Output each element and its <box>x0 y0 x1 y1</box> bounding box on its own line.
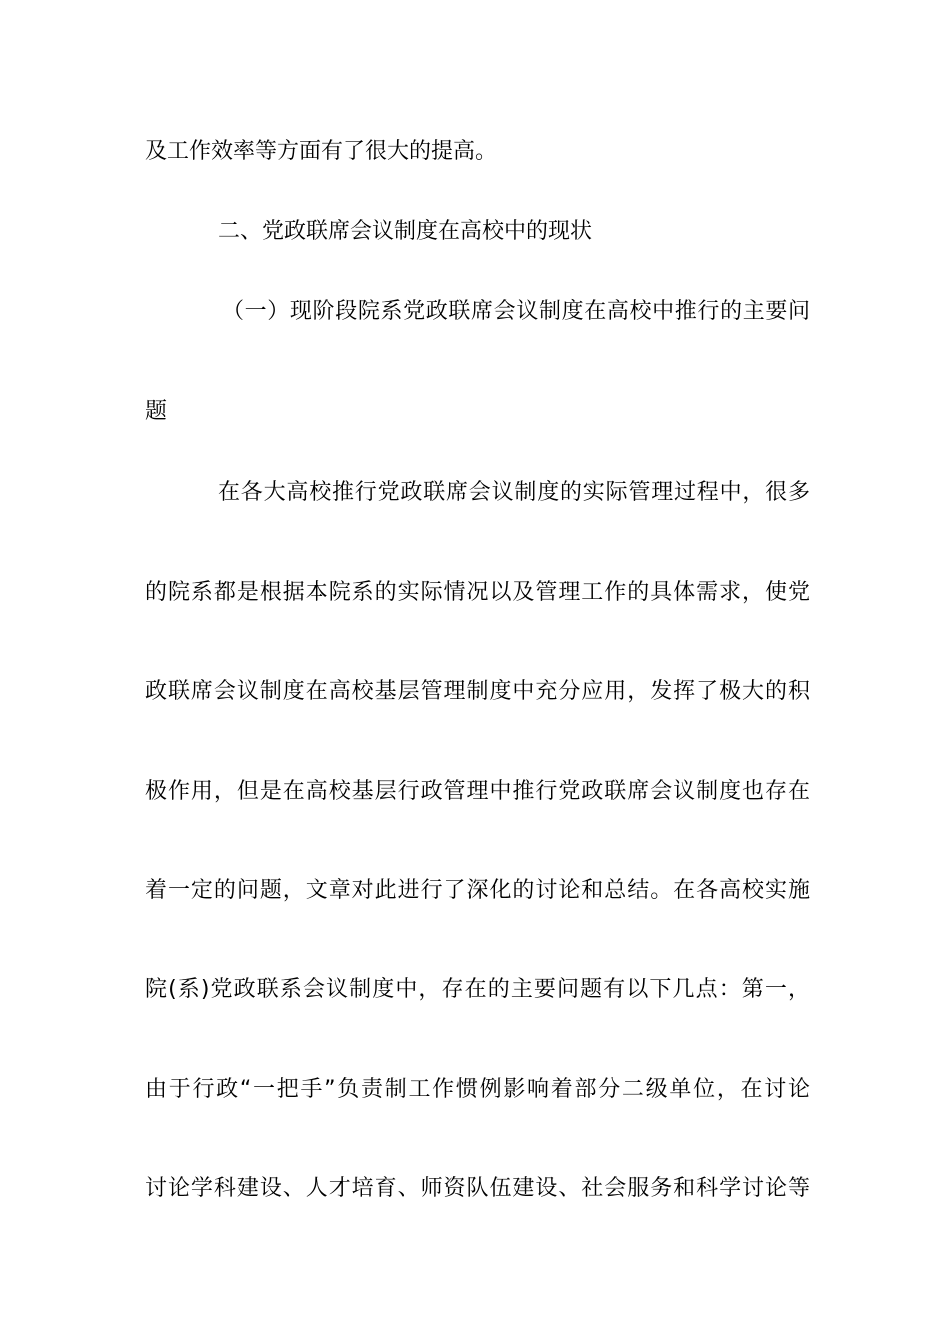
subsection-heading-continuation: 题 <box>145 399 168 424</box>
section-heading: 二、党政联席会议制度在高校中的现状 <box>218 219 593 244</box>
body-paragraph-line: 在各大高校推行党政联席会议制度的实际管理过程中，很多 <box>218 480 810 505</box>
paragraph-continuation-line: 及工作效率等方面有了很大的提高。 <box>145 139 498 164</box>
body-paragraph-line: 的院系都是根据本院系的实际情况以及管理工作的具体需求，使党 <box>145 580 810 605</box>
body-paragraph-line: 院(系)党政联系会议制度中，存在的主要问题有以下几点：第一， <box>145 977 810 1002</box>
body-paragraph-line: 由于行政“一把手”负责制工作惯例影响着部分二级单位，在讨论 <box>145 1077 810 1102</box>
subsection-heading: （一）现阶段院系党政联席会议制度在高校中推行的主要问 <box>222 299 810 324</box>
body-paragraph-line: 着一定的问题，文章对此进行了深化的讨论和总结。在各高校实施 <box>145 878 810 903</box>
body-paragraph-line: 极作用，但是在高校基层行政管理中推行党政联席会议制度也存在 <box>145 779 810 804</box>
body-paragraph-line: 政联席会议制度在高校基层管理制度中充分应用，发挥了极大的积 <box>145 679 810 704</box>
body-paragraph-line: 讨论学科建设、人才培育、师资队伍建设、社会服务和科学讨论等 <box>145 1176 810 1201</box>
